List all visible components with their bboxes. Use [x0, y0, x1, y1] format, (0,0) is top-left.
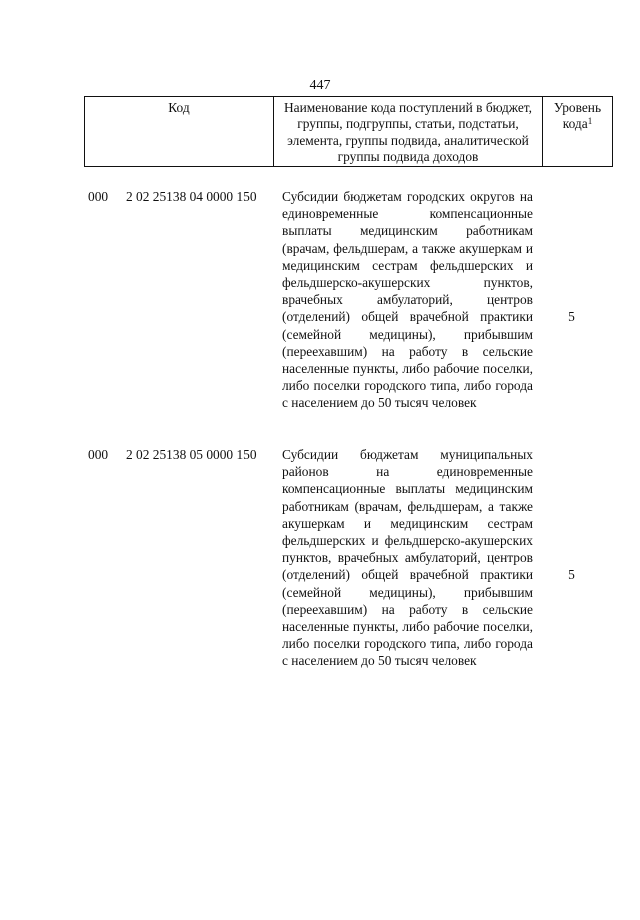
header-name-cell [274, 97, 543, 167]
header-code-label: Код [168, 100, 190, 115]
header-level-label: Уровень кода [553, 100, 602, 132]
income-code: 2 02 25138 04 0000 150 [126, 189, 257, 204]
header-row [85, 97, 613, 167]
header-level-cell [543, 97, 613, 167]
code-level: 5 [568, 567, 575, 582]
page-number: 447 [309, 78, 331, 93]
admin-code: 000 [88, 189, 109, 204]
header-name-label: Наименование кода поступлений в бюджет, группы, подгруппы, статьи, подстатьи, элемента, группы подвида, аналитической группы подвида доходов [284, 100, 532, 165]
admin-code: 000 [88, 447, 109, 462]
header-code-cell [85, 97, 274, 167]
income-description: Субсидии бюджетам городских округов на единовременные компенсационные выплаты медицинским работникам (врачам, фельдшерам, а также акушеркам и медицинским сестрам фельдшерских и фельдшерско-акушерских пунктов, врачебных амбулаторий, центров (отделений) общей врачебной практики (семейной медицины), прибывшим (переехавшим) на работу в сельские населенные пункты, либо рабочие поселки, либо поселки городского типа, либо города с населением до 50 тысяч человек [282, 189, 533, 411]
code-level: 5 [568, 309, 575, 324]
header-level-footnote: 1 [587, 116, 593, 127]
table-row [84, 446, 607, 704]
table-row [84, 188, 607, 446]
income-description: Субсидии бюджетам муниципальных районов на единовременные компенсационные выплаты медицинским работникам (врачам, фельдшерам, а также акушеркам и медицинским сестрам фельдшерских и фельдшерско-акушерских пунктов, врачебных амбулаторий, центров (отделений) общей врачебной практики (семейной медицины), прибывшим (переехавшим) на работу в сельские населенные пункты, либо рабочие поселки, либо поселки городского типа, либо города с населением до 50 тысяч человек [282, 447, 533, 669]
table-header [84, 96, 613, 167]
income-code: 2 02 25138 05 0000 150 [126, 447, 257, 462]
